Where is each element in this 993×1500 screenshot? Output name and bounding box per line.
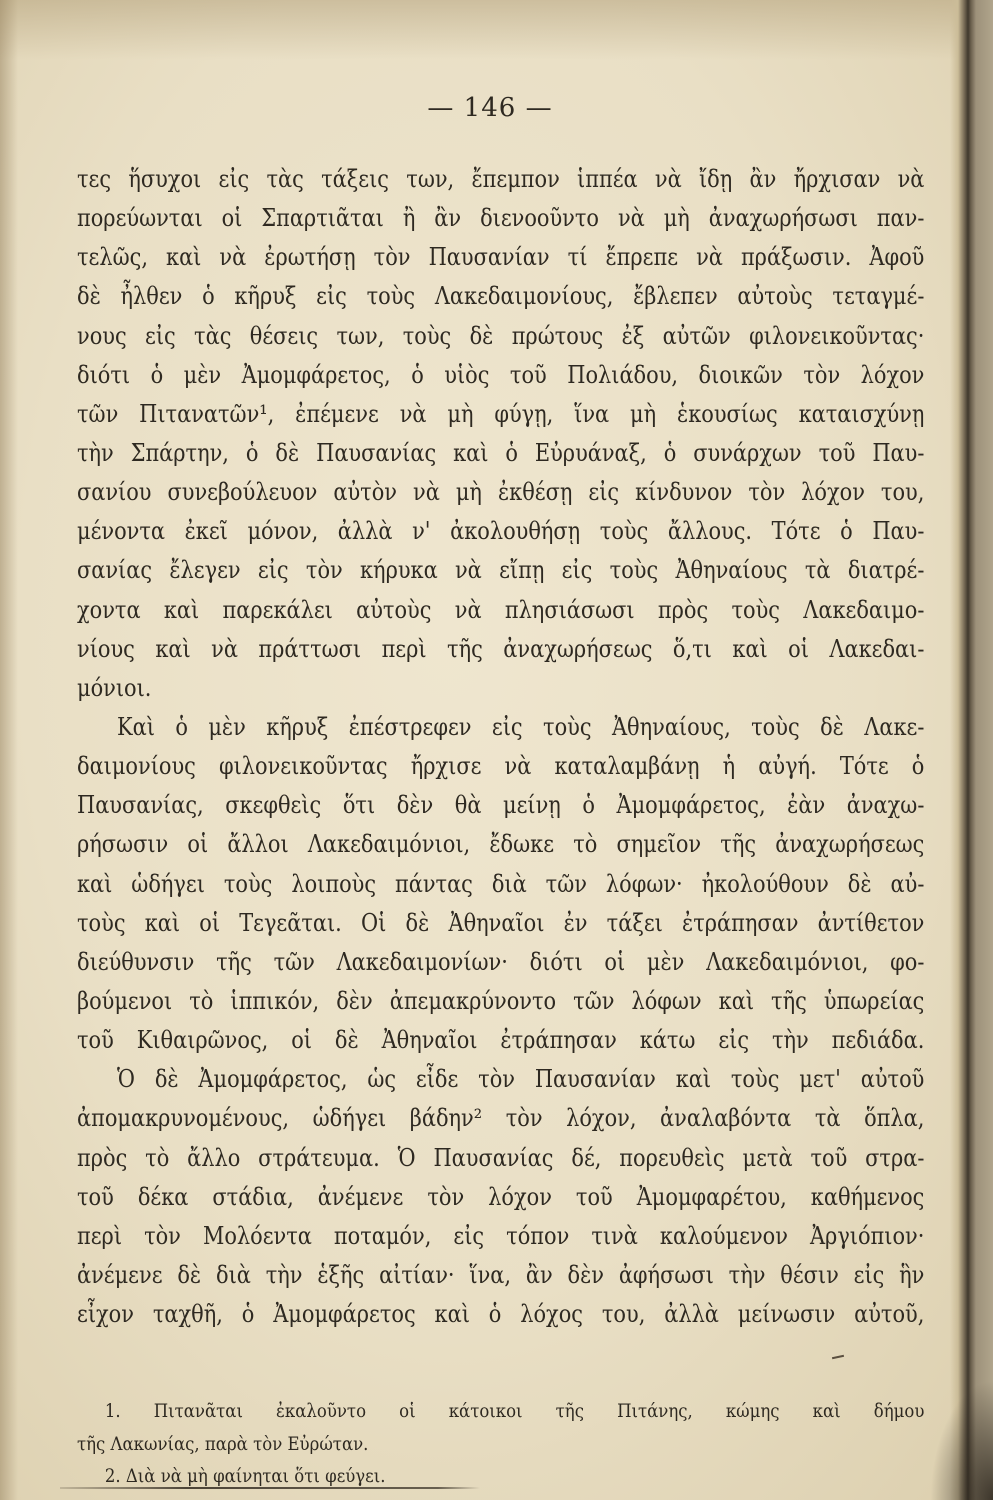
page-bottom-crease [60,1487,480,1489]
text-line: νους εἰς τὰς θέσεις των, τοὺς δὲ πρώτους ἐξ αὐτῶν φιλονεικοῦντας· [77,321,925,350]
text-line: μένοντα ἐκεῖ μόνον, ἀλλὰ ν' ἀκολουθήσῃ τοὺς ἄλλους. Τότε ὁ Παυ- [77,517,925,546]
text-line: τοῦ Κιθαιρῶνος, οἱ δὲ Ἀθηναῖοι ἐτράπησαν κάτω εἰς τὴν πεδιάδα. [77,1026,925,1055]
page-number: — 146 — [427,93,553,123]
footnote-line: 1. Πιτανᾶται ἐκαλοῦντο οἱ κάτοικοι τῆς Πιτάνης, κώμης καὶ δήμου [104,1400,925,1422]
bottom-right-corner-shadow [930,1380,993,1500]
text-line: ἀπομακρυνομένους, ὡδήγει βάδην² τὸν λόχον, ἀναλαβόντα τὰ ὅπλα, [77,1104,925,1133]
text-line: μόνιοι. [77,673,152,702]
text-line: τες ἥσυχοι εἰς τὰς τάξεις των, ἔπεμπον ἱππέα νὰ ἴδῃ ἂν ἤρχισαν νὰ [77,165,925,193]
text-line: περὶ τὸν Μολόεντα ποταμόν, εἰς τόπον τινὰ καλούμενον Ἀργιόπιον· [77,1221,925,1250]
text-line: ρήσωσιν οἱ ἄλλοι Λακεδαιμόνιοι, ἔδωκε τὸ σημεῖον τῆς ἀναχωρήσεως [77,830,925,859]
footnotes-inner [77,1395,924,1493]
body-text [77,160,925,1340]
text-line: Παυσανίας, σκεφθεὶς ὅτι δὲν θὰ μείνῃ ὁ Ἀμομφάρετος, ἐὰν ἀναχω- [77,791,925,820]
paragraph-first-line: Ὁ δὲ Ἀμομφάρετος, ὡς εἶδε τὸν Παυσανίαν καὶ τοὺς μετ' αὐτοῦ [117,1065,925,1094]
text-line: διότι ὁ μὲν Ἀμομφάρετος, ὁ υἱὸς τοῦ Πολιάδου, διοικῶν τὸν λόχον [77,360,925,389]
top-edge-shadow [0,0,993,60]
text-line: διεύθυνσιν τῆς τῶν Λακεδαιμονίων· διότι οἱ μὲν Λακεδαιμόνιοι, φο- [77,947,925,976]
text-line: τῶν Πιτανατῶν¹, ἐπέμενε νὰ μὴ φύγῃ, ἵνα μὴ ἑκουσίως καταισχύνῃ [77,399,925,428]
text-line: εἶχον ταχθῆ, ὁ Ἀμομφάρετος καὶ ὁ λόχος του, ἀλλὰ μείνωσιν αὐτοῦ, [77,1300,925,1329]
left-edge-shadow [0,0,18,1500]
text-line: δὲ ἦλθεν ὁ κῆρυξ εἰς τοὺς Λακεδαιμονίους, ἔβλεπεν αὐτοὺς τεταγμέ- [77,282,925,311]
page-right-edge [950,0,993,1500]
text-line: σανίας ἔλεγεν εἰς τὸν κήρυκα νὰ εἴπῃ εἰς τοὺς Ἀθηναίους τὰ διατρέ- [77,556,925,585]
text-line: σανίου συνεβούλευον αὐτὸν νὰ μὴ ἐκθέσῃ εἰς κίνδυνον τὸν λόχον του, [77,478,925,507]
footnotes [77,1395,925,1493]
text-line: τὴν Σπάρτην, ὁ δὲ Παυσανίας καὶ ὁ Εὐρυάναξ, ὁ συνάρχων τοῦ Παυ- [77,438,925,467]
text-line: καὶ ὡδήγει τοὺς λοιποὺς πάντας διὰ τῶν λόφων· ἠκολούθουν δὲ αὐ- [77,869,925,898]
paragraph-first-line: Καὶ ὁ μὲν κῆρυξ ἐπέστρεφεν εἰς τοὺς Ἀθηναίους, τοὺς δὲ Λακε- [117,712,925,741]
text-line: νίους καὶ νὰ πράττωσι περὶ τῆς ἀναχωρήσεως ὅ,τι καὶ οἱ Λακεδαι- [77,634,925,663]
text-line: τοῦ δέκα στάδια, ἀνέμενε τὸν λόχον τοῦ Ἀμομφαρέτου, καθήμενος [77,1182,925,1211]
text-line: πρὸς τὸ ἄλλο στράτευμα. Ὁ Παυσανίας δέ, πορευθεὶς μετὰ τοῦ στρα- [77,1143,925,1172]
text-line: τελῶς, καὶ νὰ ἐρωτήσῃ τὸν Παυσανίαν τί ἔπρεπε νὰ πράξωσιν. Ἀφοῦ [77,243,925,272]
footnote-line: 2. Διὰ νὰ μὴ φαίνηται ὅτι φεύγει. [104,1465,386,1487]
footnote-line: τῆς Λακωνίας, παρὰ τὸν Εὐρώταν. [77,1432,369,1455]
text-line: δαιμονίους φιλονεικοῦντας ἤρχισε νὰ καταλαμβάνῃ ἡ αὐγή. Τότε ὁ [77,752,925,781]
text-line: βούμενοι τὸ ἱππικόν, δὲν ἀπεμακρύνοντο τῶν λόφων καὶ τῆς ὑπωρείας [77,986,925,1015]
text-line: χοντα καὶ παρεκάλει αὐτοὺς νὰ πλησιάσωσι πρὸς τοὺς Λακεδαιμο- [77,595,925,624]
text-line: ἀνέμενε δὲ διὰ τὴν ἑξῆς αἰτίαν· ἵνα, ἂν δὲν ἀφήσωσι τὴν θέσιν εἰς ἣν [77,1260,925,1289]
text-line: πορεύωνται οἱ Σπαρτιᾶται ἢ ἂν διενοοῦντο νὰ μὴ ἀναχωρήσωσι παν- [77,204,925,233]
body-text-inner [77,160,924,1334]
text-line: τοὺς καὶ οἱ Τεγεᾶται. Οἱ δὲ Ἀθηναῖοι ἐν τάξει ἐτράπησαν ἀντίθετον [77,908,925,937]
